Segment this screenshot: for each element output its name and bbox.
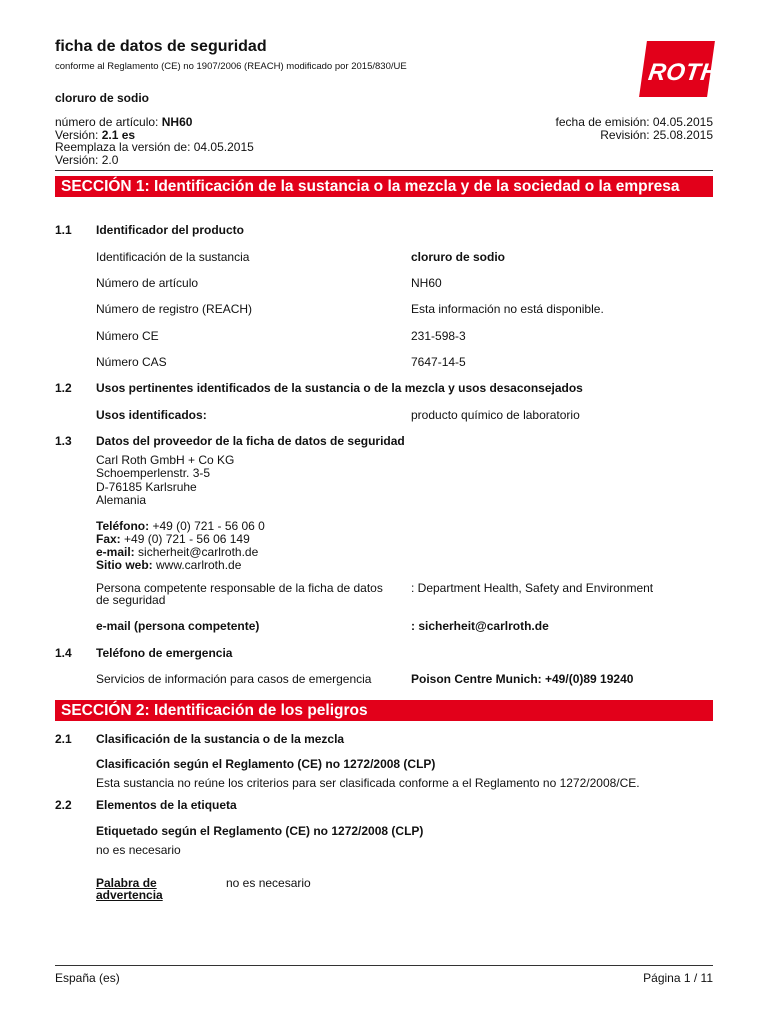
article-number-label: número de artículo: (55, 115, 162, 129)
subsection-1-3-title: Datos del proveedor de la ficha de datos de seguridad (96, 434, 405, 448)
subsection-1-3-number: 1.3 (55, 434, 72, 448)
website-label: Sitio web: (96, 558, 153, 572)
address-line: Schoemperlenstr. 3-5 (96, 466, 211, 480)
version-value: 2.1 es (101, 127, 136, 142)
emergency-value: Poison Centre Munich: +49/(0)89 19240 (411, 672, 634, 686)
signal-word-value: no es necesario (226, 876, 311, 890)
replaces-line: Reemplaza la versión de: 04.05.2015 (55, 140, 254, 154)
revision-date: Revisión: 25.08.2015 (600, 127, 713, 142)
email-label: e-mail: (96, 545, 135, 559)
competent-person-label: de seguridad (96, 593, 166, 607)
subsection-1-1-title: Identificador del producto (96, 223, 245, 237)
address-line: Carl Roth GmbH + Co KG (96, 453, 235, 467)
version2-line: Versión: 2.0 (55, 152, 119, 167)
uses-value: producto químico de laboratorio (411, 408, 580, 422)
row-value: cloruro de sodio (411, 250, 506, 264)
meta-left (55, 116, 254, 166)
subsection-1-4-title: Teléfono de emergencia (96, 646, 233, 660)
labelling-heading: Etiquetado según el Reglamento (CE) no 1272/2008 (CLP) (96, 824, 424, 838)
subsection-2-2-title: Elementos de la etiqueta (96, 798, 237, 812)
competent-person-value: : Department Health, Safety and Environment (411, 581, 654, 595)
subsection-2-1-number: 2.1 (55, 732, 72, 746)
footer-divider (55, 965, 713, 966)
phone-label: Teléfono: (96, 519, 150, 533)
row-value: NH60 (411, 276, 442, 290)
issue-date: fecha de emisión: 04.05.2015 (555, 115, 713, 129)
subsection-2-1-title: Clasificación de la sustancia o de la mezcla (96, 732, 345, 746)
subsection-1-4-number: 1.4 (55, 646, 72, 660)
article-number-value: NH60 (161, 115, 193, 129)
footer-country: España (es) (55, 971, 120, 985)
row-value: 7647-14-5 (411, 355, 466, 369)
subsection-2-2-number: 2.2 (55, 798, 72, 812)
competent-email-value[interactable]: : sicherheit@carlroth.de (411, 619, 549, 633)
signal-word-label: Palabra de (96, 876, 157, 890)
registered-mark: ® (703, 40, 709, 49)
clp-classification-heading: Clasificación según el Reglamento (CE) no 1272/2008 (CLP) (96, 757, 436, 771)
logo-text: ROTH (646, 59, 721, 86)
fax-label: Fax: (96, 532, 121, 546)
meta-right (556, 116, 713, 141)
email-link[interactable]: sicherheit@carlroth.de (134, 545, 259, 559)
address-line: Alemania (96, 493, 147, 507)
section-2-header: SECCIÓN 2: Identificación de los peligros (55, 700, 713, 721)
address-line: D-76185 Karlsruhe (96, 480, 197, 494)
roth-logo (639, 41, 721, 97)
subsection-1-1-number: 1.1 (55, 223, 72, 237)
subsection-1-2-title: Usos pertinentes identificados de la sustancia o de la mezcla y usos desaconsejados (96, 381, 583, 395)
header-divider (55, 170, 713, 171)
section-1-header: SECCIÓN 1: Identificación de la sustancia o la mezcla y de la sociedad o la empresa (55, 176, 713, 197)
fax-value: +49 (0) 721 - 56 06 149 (120, 532, 250, 546)
footer-page-number: Página 1 / 11 (643, 971, 713, 985)
row-value: Esta información no está disponible. (411, 302, 604, 316)
row-label: Número CAS (96, 355, 167, 369)
website-link[interactable]: www.carlroth.de (152, 558, 242, 572)
row-label: Número de registro (REACH) (96, 302, 253, 316)
competent-email-label: e-mail (persona competente) (96, 619, 260, 633)
document-subtitle: conforme al Reglamento (CE) no 1907/2006 (REACH) modificado por 2015/830/UE (55, 61, 407, 72)
competent-person-label: Persona competente responsable de la ficha de datos (96, 581, 383, 595)
clp-classification-text: Esta sustancia no reúne los criterios para ser clasificada conforme a el Reglamento no 1272/2008/CE. (96, 776, 640, 790)
document-title: ficha de datos de seguridad (55, 38, 267, 55)
substance-name: cloruro de sodio (55, 91, 150, 105)
emergency-label: Servicios de información para casos de emergencia (96, 672, 372, 686)
website-line (96, 559, 241, 572)
subsection-1-2-number: 1.2 (55, 381, 72, 395)
row-value: 231-598-3 (411, 329, 466, 343)
labelling-text: no es necesario (96, 843, 181, 857)
phone-value: +49 (0) 721 - 56 06 0 (149, 519, 265, 533)
uses-label: Usos identificados: (96, 408, 207, 422)
row-label: Número CE (96, 329, 159, 343)
signal-word-label: advertencia (96, 888, 163, 902)
version-label: Versión: (55, 127, 102, 142)
row-label: Número de artículo (96, 276, 199, 290)
row-label: Identificación de la sustancia (96, 250, 250, 264)
